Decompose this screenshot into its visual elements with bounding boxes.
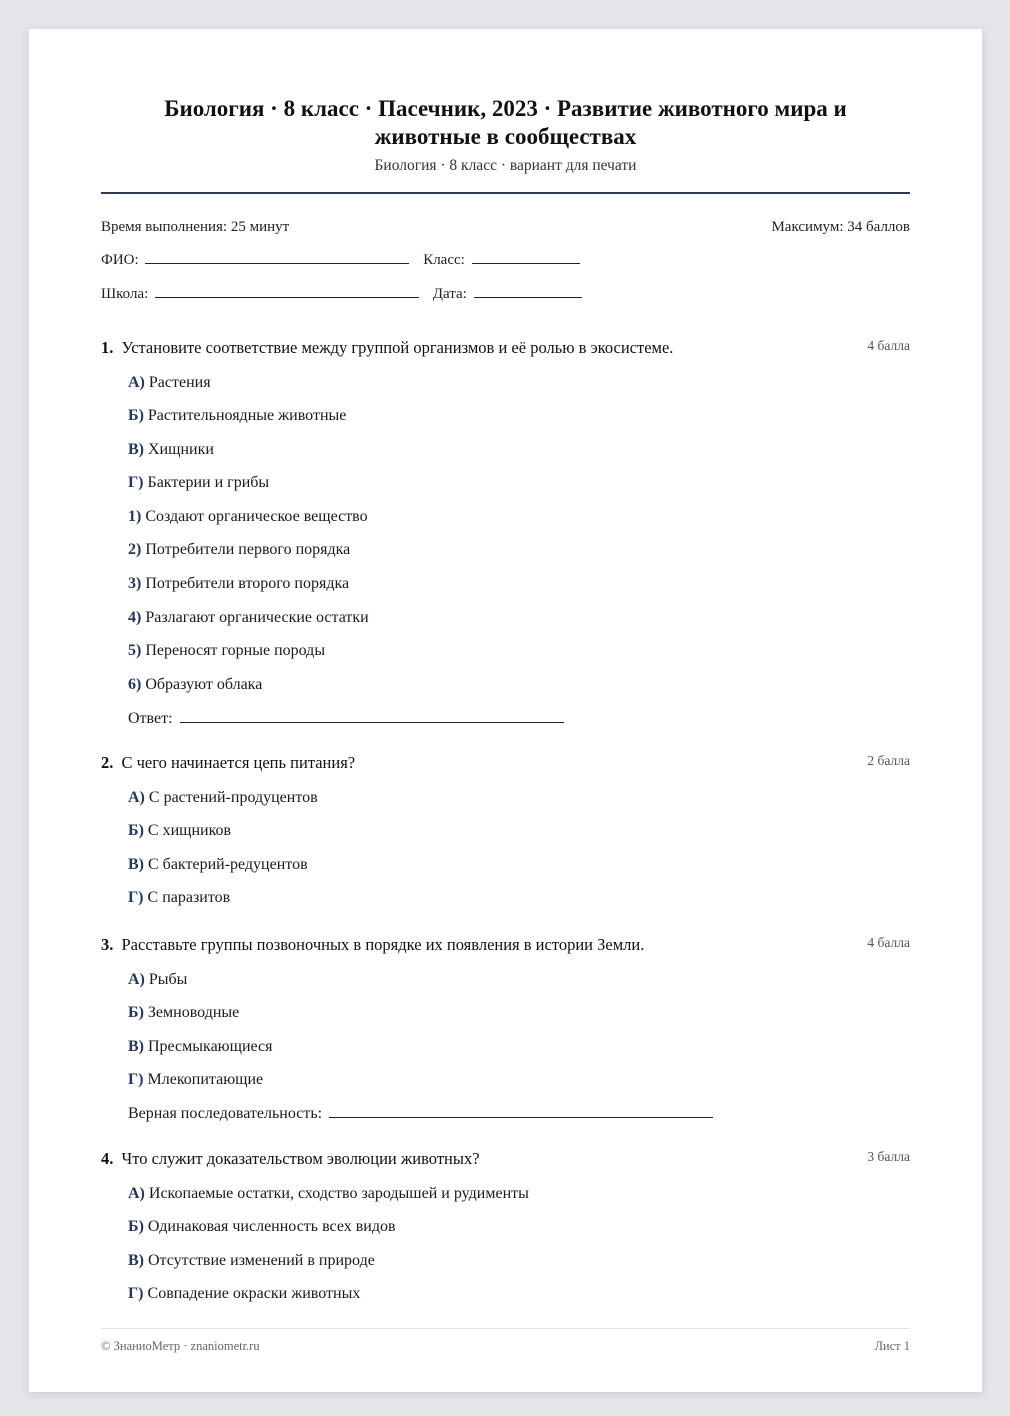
option-text: Потребители второго порядка	[145, 575, 350, 592]
question-prompt: Расставьте группы позвоночных в порядке их появления в истории Земли.	[121, 935, 645, 954]
option-text: Потребители первого порядка	[145, 541, 351, 558]
answer-input-line[interactable]	[329, 1116, 713, 1118]
fio-row	[101, 252, 580, 269]
option-text: Одинаковая численность всех видов	[147, 1218, 396, 1235]
option-label: А)	[128, 1185, 145, 1202]
option-text: Бактерии и грибы	[147, 474, 270, 491]
question-text	[101, 338, 673, 358]
option-text: Образуют облака	[145, 676, 263, 693]
option-text: Растения	[148, 374, 211, 391]
school-label: Школа:	[101, 286, 149, 302]
option-item[interactable]	[128, 508, 368, 526]
title-line-2: животные в сообществах	[374, 124, 637, 149]
date-label: Дата:	[432, 286, 467, 302]
option-item[interactable]	[128, 609, 369, 627]
max-score: Максимум: 34 баллов	[771, 219, 910, 235]
option-item[interactable]	[128, 971, 187, 989]
option-label: 2)	[128, 541, 142, 558]
question-points: 4 балла	[867, 935, 910, 950]
option-item[interactable]	[128, 1071, 263, 1089]
option-label: Б)	[128, 1004, 144, 1021]
option-text: Пресмыкающиеся	[148, 1038, 273, 1055]
question-points: 2 балла	[867, 753, 910, 768]
option-text: Растительноядные животные	[147, 407, 347, 424]
answer-row	[128, 710, 564, 728]
worksheet-page	[29, 29, 982, 1392]
option-item[interactable]	[128, 1038, 272, 1056]
option-label: В)	[128, 856, 144, 873]
fio-label: ФИО:	[101, 252, 139, 268]
page-title	[101, 95, 910, 151]
header-divider	[101, 192, 910, 194]
question-text	[101, 753, 355, 773]
option-label: Г)	[128, 1285, 144, 1302]
page-subtitle: Биология · 8 класс · вариант для печати	[374, 157, 637, 174]
footer-copyright: © ЗнаниоМетр · znaniometr.ru	[101, 1339, 260, 1353]
option-item[interactable]	[128, 441, 214, 459]
option-label: 4)	[128, 609, 142, 626]
option-text: С хищников	[147, 822, 232, 839]
option-label: 3)	[128, 575, 142, 592]
option-text: Разлагают органические остатки	[145, 609, 369, 626]
option-label: Б)	[128, 822, 144, 839]
option-text: Отсутствие изменений в природе	[148, 1252, 375, 1269]
option-label: В)	[128, 441, 144, 458]
option-item[interactable]	[128, 789, 318, 807]
title-line-1: Биология · 8 класс · Пасечник, 2023 · Развитие животного мира и	[164, 96, 847, 121]
option-label: В)	[128, 1038, 144, 1055]
class-input-line[interactable]	[472, 262, 580, 264]
answer-input-line[interactable]	[180, 721, 564, 723]
question-prompt: С чего начинается цепь питания?	[121, 753, 356, 772]
question-prompt: Установите соответствие между группой организмов и её ролью в экосистеме.	[121, 338, 674, 357]
option-label: Г)	[128, 1071, 144, 1088]
option-label: Б)	[128, 407, 144, 424]
option-text: Рыбы	[148, 971, 188, 988]
option-item[interactable]	[128, 822, 231, 840]
page-number: Лист 1	[874, 1339, 910, 1353]
date-input-line[interactable]	[474, 296, 582, 298]
option-text: Совпадение окраски животных	[147, 1285, 361, 1302]
question-prompt: Что служит доказательством эволюции животных?	[121, 1149, 480, 1168]
answer-label: Ответ:	[128, 710, 173, 727]
fio-input-line[interactable]	[145, 262, 409, 264]
question-text	[101, 935, 644, 955]
option-item[interactable]	[128, 1185, 529, 1203]
option-item[interactable]	[128, 1285, 360, 1303]
option-item[interactable]	[128, 1252, 375, 1270]
option-label: 1)	[128, 508, 142, 525]
school-input-line[interactable]	[155, 296, 419, 298]
option-item[interactable]	[128, 575, 349, 593]
option-label: Г)	[128, 474, 144, 491]
footer-divider	[101, 1328, 910, 1329]
option-item[interactable]	[128, 374, 211, 392]
question-points: 3 балла	[867, 1149, 910, 1164]
option-text: Переносят горные породы	[145, 642, 326, 659]
option-item[interactable]	[128, 642, 325, 660]
question-number: 4.	[101, 1149, 114, 1168]
option-label: 6)	[128, 676, 142, 693]
option-item[interactable]	[128, 889, 230, 907]
option-item[interactable]	[128, 407, 346, 425]
option-text: С паразитов	[147, 889, 231, 906]
option-label: А)	[128, 789, 145, 806]
option-item[interactable]	[128, 541, 350, 559]
option-text: Создают органическое вещество	[145, 508, 368, 525]
time-limit: Время выполнения: 25 минут	[101, 219, 290, 235]
option-text: Млекопитающие	[147, 1071, 264, 1088]
option-text: С бактерий-редуцентов	[148, 856, 308, 873]
question-number: 1.	[101, 338, 114, 357]
question-number: 2.	[101, 753, 114, 772]
option-item[interactable]	[128, 1218, 396, 1236]
option-item[interactable]	[128, 676, 262, 694]
option-label: Б)	[128, 1218, 144, 1235]
option-label: В)	[128, 1252, 144, 1269]
answer-label: Верная последовательность:	[128, 1105, 323, 1122]
question-text	[101, 1149, 480, 1169]
option-item[interactable]	[128, 474, 269, 492]
option-text: Земноводные	[147, 1004, 240, 1021]
question-points: 4 балла	[867, 338, 910, 353]
option-text: Хищники	[148, 441, 214, 458]
question-number: 3.	[101, 935, 114, 954]
option-text: Ископаемые остатки, сходство зародышей и рудименты	[148, 1185, 529, 1202]
answer-row	[128, 1105, 713, 1123]
option-label: А)	[128, 374, 145, 391]
option-text: С растений-продуцентов	[148, 789, 318, 806]
option-label: 5)	[128, 642, 142, 659]
school-row	[101, 286, 582, 303]
option-label: Г)	[128, 889, 144, 906]
option-label: А)	[128, 971, 145, 988]
option-item[interactable]	[128, 856, 308, 874]
class-label: Класс:	[423, 252, 465, 268]
option-item[interactable]	[128, 1004, 239, 1022]
